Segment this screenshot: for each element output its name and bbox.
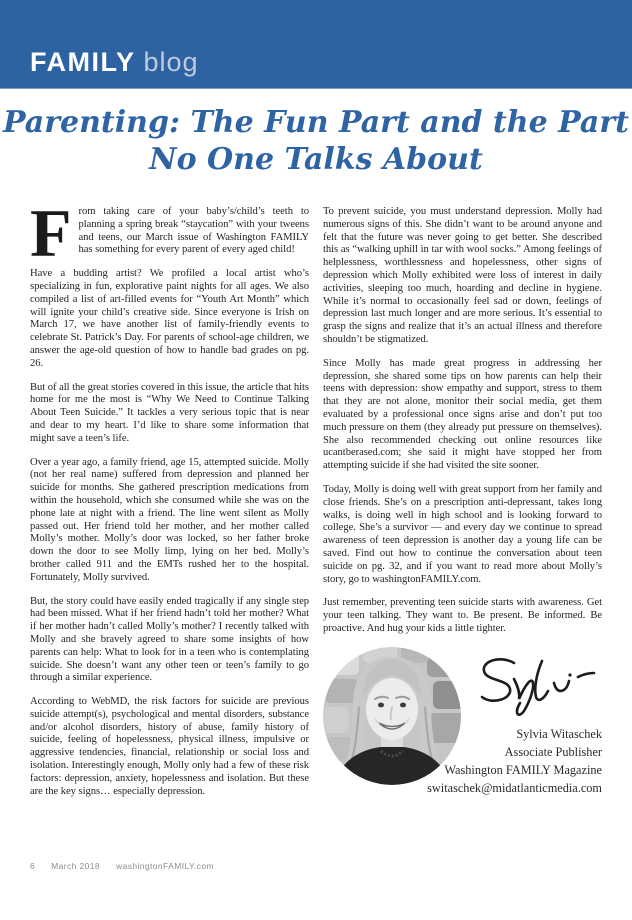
brand-family-text: FAMILY (30, 47, 136, 77)
paragraph: According to WebMD, the risk factors for suicide are previous suicide attempt(s), psychological and mental disorders, substance and/or alcohol disorders, history of abuse, family history of suicide, feeling of hopelessness, physical illness, impulsive or aggressive tendencies, financial, relationship or social loss and isolation. Interestingly enough, Molly only had a few of these risk factors: depression, anxiety, hopelessness and isolation. But these are the key signs… especially depression. (30, 696, 309, 797)
paragraph: To prevent suicide, you must understand depression. Molly had numerous signs of this. She didn’t want to be around anyone and felt that the future was never going to get better. She described this as “walking uphill in tar with wool socks.” Among feelings of helplessness, worthlessness and hopelessness, other signs of depression which Molly exhibited were loss of interest in daily activities, sleeping too much, hoarding and decline in hygiene. While it’s normal to occasionally feel sad or down, feelings of depression last much longer and are more serious. It’s essential to grasp the signs and realize that it’s an actual illness and therefore shouldn’t be stigmatized. (323, 206, 602, 345)
paragraph: Over a year ago, a family friend, age 15, attempted suicide. Molly (not her real name) suffered from depression and planned her suicide for months. She gathered prescription medications from within the household, which she consumed while she was on the phone late at night with a friend. The line went silent as Molly passed out. Her friend told her mother, and her mother called Molly’s mother. Molly’s door was locked, so her father broke down the door to see Molly limp, lying on her bed. Molly’s brother called 911 and the EMTs rushed her to the hospital. Fortunately, Molly survived. (30, 456, 309, 583)
signature-block (323, 647, 602, 799)
drop-cap: F (30, 195, 72, 271)
paragraph: But, the story could have easily ended tragically if any single step had been missed. What if her friend hadn’t told her mother? What if her mother hadn’t called Molly’s mother? I recently talked with Molly and she bravely agreed to share some insights of how parents can help: What to look for in a teen who is contemplating suicide. She doesn’t want any other teen or teen’s family to go through a similar experience. (30, 595, 309, 684)
article-title-line1: Parenting: The Fun Part and the Part (3, 105, 629, 140)
signature-text-block (427, 725, 602, 797)
brand-logo (30, 49, 199, 76)
right-column (323, 206, 602, 809)
paragraph: Since Molly has made great progress in addressing her depression, she shared some tips on how parents can help their teens with depression: show empathy and support, stress to them that they are not alone, monitor their social media, get them evaluated by a professional once signs arise and don’t put too much pressure on them (they already put pressure on themselves). She also recommended checking out online resources like ucantberased.com; she said it might have stopped her from attempting suicide if she had visited the site sooner. (323, 357, 602, 472)
publisher-name: Sylvia Witaschek (516, 726, 602, 741)
article-body (30, 195, 602, 809)
publisher-organization: Washington FAMILY Magazine (444, 762, 602, 777)
page-footer (30, 861, 214, 871)
footer-website: washingtonFAMILY.com (116, 861, 214, 871)
intro-text: rom taking care of your baby’s/child’s teeth to planning a spring break “staycation” with your tweens and teens, our March issue of Washington FAMILY has something for every parent of every aged child! (78, 206, 309, 256)
page-number: 6 (30, 861, 36, 871)
article-title (0, 104, 632, 178)
paragraph: Today, Molly is doing well with great support from her family and close friends. She’s on a prescription anti-depressant, takes long walks, is doing well in high school and is looking forward to college. She’s a survivor — and every day we continue to spread awareness of teen depression is another day a young life can be saved. Find out how to continue the conversation about teen suicide on pg. 32, and if you want to read more about Molly’s story, go to washingtonFAMILY.com. (323, 483, 602, 585)
paragraph: Have a budding artist? We profiled a local artist who’s specializing in fun, explorative paint nights for all ages. We also compiled a list of art-filled events for “Youth Art Month” which will ignite your child’s creative side. Since everyone is Irish on March 17, we have another list of family-friendly events to celebrate St. Patrick’s Day. For parents of school-age children, we answer the age-old question of how to handle bad grades on pg. 26. (30, 268, 309, 369)
footer-issue: March 2018 (51, 861, 101, 871)
intro-paragraph (30, 195, 309, 271)
handwritten-signature (470, 653, 598, 719)
article-title-line2: No One Talks About (149, 142, 483, 177)
header-band (0, 0, 632, 89)
paragraph: Just remember, preventing teen suicide starts with awareness. Get your teen talking. They want to. Be present. Be informed. Be proactive. And hug your kids a little tighter. (323, 597, 602, 634)
left-column (30, 195, 309, 809)
publisher-role: Associate Publisher (504, 744, 602, 759)
paragraph: But of all the great stories covered in this issue, the article that hits home for me the most is “Why We Need to Continue Talking About Teen Suicide.” It tackles a very serious topic that is near and dear to my heart. I’d like to share some information that might save a teen’s life. (30, 381, 309, 444)
brand-blog-text: blog (143, 47, 199, 77)
publisher-email: switaschek@midatlanticmedia.com (427, 780, 602, 795)
